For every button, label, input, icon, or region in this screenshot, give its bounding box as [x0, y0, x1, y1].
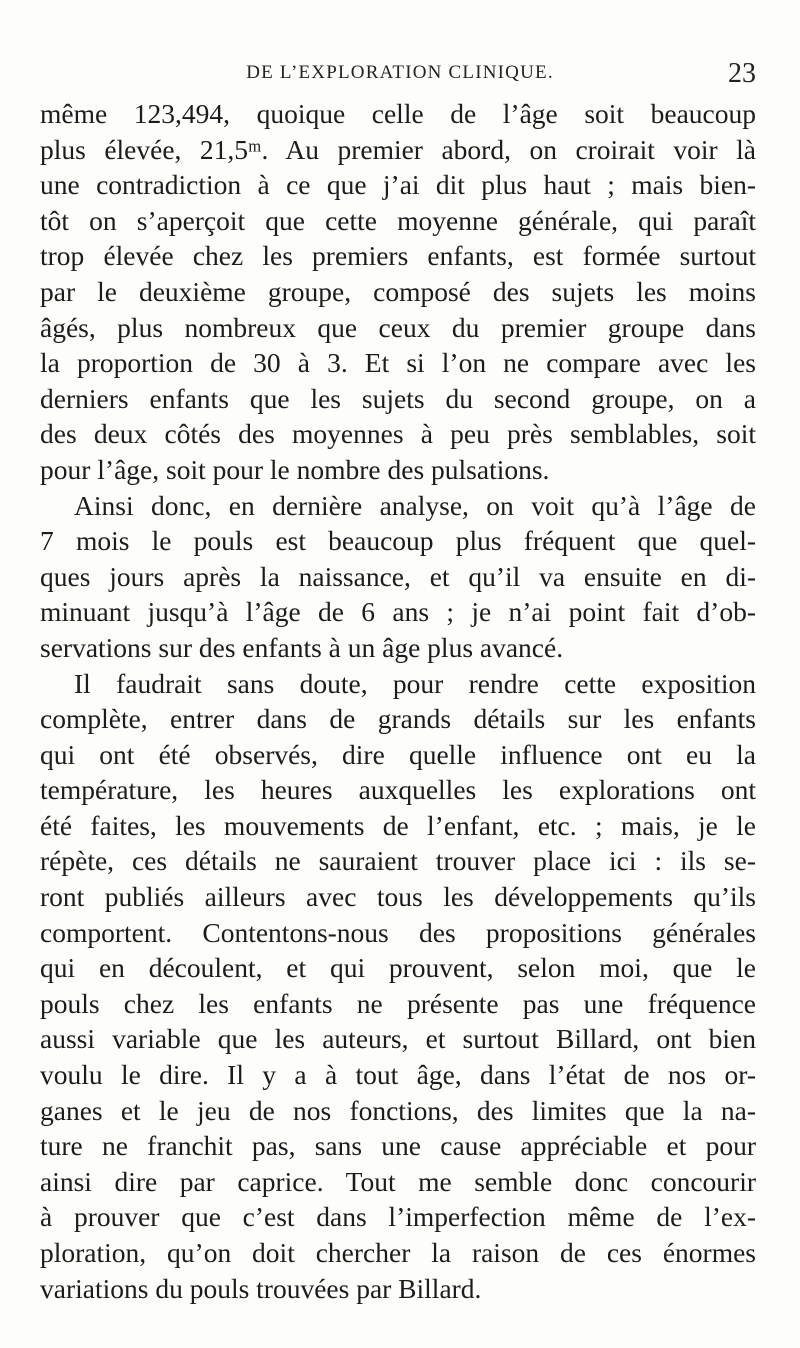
- text-line: une contradiction à ce que j’ai dit plus haut ; mais bien-: [40, 169, 756, 201]
- text-line: pour l’âge, soit pour le nombre des pulsations.: [40, 453, 550, 485]
- text-line: par le deuxième groupe, composé des sujets les moins: [40, 275, 756, 307]
- text-line: tôt on s’aperçoit que cette moyenne générale, qui paraît: [40, 204, 756, 236]
- page-number: 23: [728, 58, 756, 89]
- text-line: répète, ces détails ne sauraient trouver place ici : ils se-: [40, 845, 756, 877]
- text-line: voulu le dire. Il y a à tout âge, dans l’état de nos or-: [40, 1059, 756, 1091]
- text-line: qui ont été observés, dire quelle influence ont eu la: [40, 738, 756, 770]
- text-line: servations sur des enfants à un âge plus avancé.: [40, 631, 564, 663]
- text-line: ture ne franchit pas, sans une cause appréciable et pour: [40, 1130, 756, 1162]
- text-line: ploration, qu’on doit chercher la raison de ces énormes: [40, 1237, 756, 1268]
- text-line: variations du pouls trouvées par Billard.: [40, 1272, 482, 1304]
- body-text: [40, 96, 756, 1306]
- text-line: minuant jusqu’à l’âge de 6 ans ; je n’ai point fait d’ob-: [40, 596, 756, 628]
- running-title: DE L’EXPLORATION CLINIQUE.: [246, 62, 554, 83]
- text-line: 7 mois le pouls est beaucoup plus fréquent que quel-: [40, 525, 756, 557]
- text-line: ques jours après la naissance, et qu’il va ensuite en di-: [40, 560, 756, 592]
- text-line: ainsi dire par caprice. Tout me semble donc concourir: [40, 1165, 756, 1197]
- text-line: Ainsi donc, en dernière analyse, on voit qu’à l’âge de: [74, 489, 756, 521]
- text-line: plus élevée, 21,5ᵐ. Au premier abord, on croirait voir là: [40, 133, 756, 165]
- text-line: pouls chez les enfants ne présente pas une fréquence: [40, 987, 756, 1019]
- paragraph: [40, 666, 756, 1307]
- paragraph: [40, 96, 756, 488]
- text-line: température, les heures auxquelles les explorations ont: [40, 774, 756, 806]
- text-line: des deux côtés des moyennes à peu près semblables, soit: [40, 418, 756, 450]
- text-line: ront publiés ailleurs avec tous les développements qu’ils: [40, 881, 756, 913]
- text-line: même 123,494, quoique celle de l’âge soit beaucoup: [40, 98, 756, 129]
- text-line: ganes et le jeu de nos fonctions, des limites que la na-: [40, 1094, 756, 1126]
- text-line: âgés, plus nombreux que ceux du premier groupe dans: [40, 311, 756, 343]
- text-line: trop élevée chez les premiers enfants, est formée surtout: [40, 240, 756, 272]
- text-line: été faites, les mouvements de l’enfant, etc. ; mais, je le: [40, 809, 756, 841]
- text-line: la proportion de 30 à 3. Et si l’on ne compare avec les: [40, 347, 756, 379]
- paragraph: [40, 488, 756, 666]
- text-line: aussi variable que les auteurs, et surtout Billard, ont bien: [40, 1023, 756, 1055]
- running-head: [40, 58, 760, 92]
- text-line: complète, entrer dans de grands détails sur les enfants: [40, 703, 756, 735]
- text-line: derniers enfants que les sujets du second groupe, on a: [40, 382, 756, 414]
- text-line: qui en découlent, et qui prouvent, selon moi, que le: [40, 952, 756, 984]
- text-line: Il faudrait sans doute, pour rendre cette exposition: [74, 667, 756, 699]
- text-line: à prouver que c’est dans l’imperfection même de l’ex-: [40, 1201, 756, 1233]
- text-line: comportent. Contentons-nous des propositions générales: [40, 916, 756, 948]
